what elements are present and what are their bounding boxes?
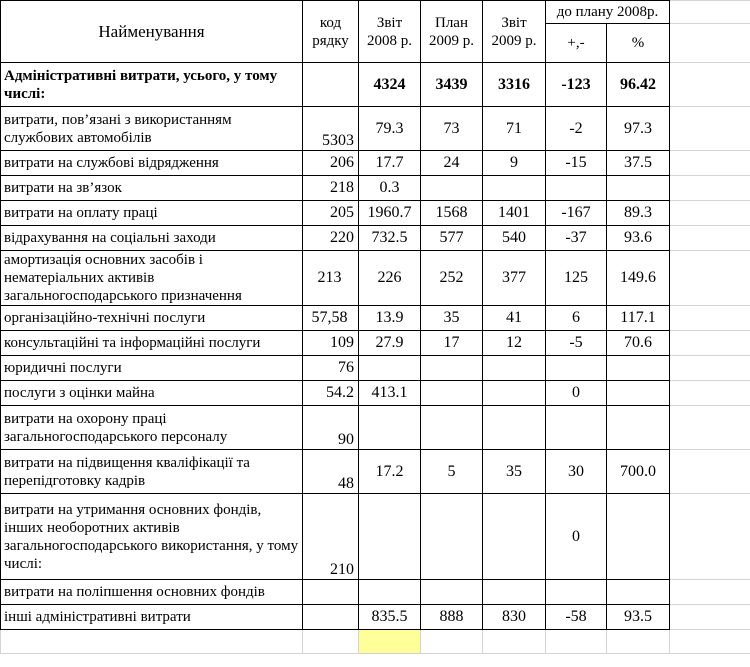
row-pct-cell[interactable]: 149.6 <box>607 251 670 306</box>
table-row <box>1 201 750 226</box>
table-row <box>1 406 750 450</box>
row-report-2008-cell[interactable]: 79.3 <box>359 107 421 151</box>
table-row <box>1 63 750 107</box>
row-diff-cell[interactable]: 6 <box>546 306 607 331</box>
row-plan-2009-cell[interactable] <box>421 381 483 406</box>
table-row <box>1 356 750 381</box>
empty-cell[interactable] <box>670 306 750 331</box>
row-report-2008-cell[interactable]: 1960.7 <box>359 201 421 226</box>
row-diff-cell[interactable]: -167 <box>546 201 607 226</box>
row-pct-cell[interactable]: 93.6 <box>607 226 670 251</box>
row-report-2008-cell[interactable]: 835.5 <box>359 605 421 630</box>
row-plan-2009-cell[interactable] <box>421 176 483 201</box>
row-name-cell[interactable]: Адміністративні витрати, усього, у тому числі: <box>1 63 303 107</box>
table-row <box>1 306 750 331</box>
table-row <box>1 450 750 494</box>
row-plan-2009-cell[interactable]: 17 <box>421 331 483 356</box>
row-diff-cell[interactable] <box>546 406 607 450</box>
row-diff-cell[interactable]: -2 <box>546 107 607 151</box>
row-code-cell[interactable]: 54.2 <box>303 381 359 406</box>
empty-cell[interactable] <box>670 630 750 654</box>
row-report-2008-cell[interactable]: 0.3 <box>359 176 421 201</box>
row-report-2009-cell[interactable]: 830 <box>483 605 546 630</box>
row-code-cell[interactable] <box>303 605 359 630</box>
row-name-cell[interactable]: амортизація основних засобів і нематеріальних активів загальногосподарського призначення <box>1 251 303 306</box>
row-report-2009-cell[interactable]: 540 <box>483 226 546 251</box>
table-row <box>1 331 750 356</box>
row-code-cell[interactable]: 218 <box>303 176 359 201</box>
empty-cell[interactable] <box>670 226 750 251</box>
row-report-2008-cell[interactable]: 413.1 <box>359 381 421 406</box>
row-report-2009-cell[interactable]: 9 <box>483 151 546 176</box>
header-report-2009[interactable]: Звіт 2009 р. <box>483 1 546 63</box>
row-pct-cell[interactable] <box>607 406 670 450</box>
row-diff-cell[interactable] <box>546 176 607 201</box>
row-pct-cell[interactable]: 93.5 <box>607 605 670 630</box>
row-pct-cell[interactable] <box>607 494 670 580</box>
row-code-cell[interactable]: 210 <box>303 494 359 580</box>
row-report-2009-cell[interactable] <box>483 381 546 406</box>
empty-cell[interactable] <box>421 630 483 654</box>
row-pct-cell[interactable] <box>607 356 670 381</box>
empty-cell[interactable] <box>670 63 750 107</box>
row-diff-cell[interactable]: 0 <box>546 381 607 406</box>
row-name-cell[interactable]: витрати на утримання основних фондів, інших необоротних активів загальногосподарського використання, у тому числі: <box>1 494 303 580</box>
row-plan-2009-cell[interactable]: 73 <box>421 107 483 151</box>
row-report-2008-cell[interactable]: 17.7 <box>359 151 421 176</box>
row-report-2009-cell[interactable] <box>483 176 546 201</box>
row-name-cell[interactable]: витрати на охорону праці загальногосподарського персоналу <box>1 406 303 450</box>
row-code-cell[interactable]: 90 <box>303 406 359 450</box>
row-code-cell[interactable] <box>303 580 359 605</box>
empty-cell[interactable] <box>670 251 750 306</box>
empty-cell[interactable] <box>1 630 303 654</box>
empty-cell[interactable] <box>670 580 750 605</box>
row-name-cell[interactable]: витрати на підвищення кваліфікації та перепідготовку кадрів <box>1 450 303 494</box>
table-row <box>1 176 750 201</box>
row-name-cell[interactable]: юридичні послуги <box>1 356 303 381</box>
empty-cell[interactable] <box>670 406 750 450</box>
empty-cell[interactable] <box>483 630 546 654</box>
table-row <box>1 226 750 251</box>
header-code[interactable]: код рядку <box>303 1 359 63</box>
row-plan-2009-cell[interactable] <box>421 406 483 450</box>
row-pct-cell[interactable]: 89.3 <box>607 201 670 226</box>
row-plan-2009-cell[interactable]: 35 <box>421 306 483 331</box>
header-plan-2009[interactable]: План 2009 р. <box>421 1 483 63</box>
row-name-cell[interactable]: витрати на службові відрядження <box>1 151 303 176</box>
row-diff-cell[interactable]: -123 <box>546 63 607 107</box>
row-report-2008-cell[interactable]: 17.2 <box>359 450 421 494</box>
table-row <box>1 630 750 654</box>
row-name-cell[interactable]: відрахування на соціальні заходи <box>1 226 303 251</box>
row-name-cell[interactable]: витрати на зв’язок <box>1 176 303 201</box>
row-report-2008-cell[interactable] <box>359 580 421 605</box>
row-code-cell[interactable]: 109 <box>303 331 359 356</box>
row-report-2009-cell[interactable] <box>483 356 546 381</box>
table-row <box>1 605 750 630</box>
row-code-cell[interactable]: 206 <box>303 151 359 176</box>
row-diff-cell[interactable] <box>546 356 607 381</box>
row-pct-cell[interactable]: 70.6 <box>607 331 670 356</box>
row-report-2009-cell[interactable]: 41 <box>483 306 546 331</box>
empty-cell[interactable] <box>670 151 750 176</box>
header-diff[interactable]: +,- <box>546 24 607 63</box>
row-name-cell[interactable]: витрати на поліпшення основних фондів <box>1 580 303 605</box>
empty-cell[interactable] <box>546 630 607 654</box>
row-report-2008-cell[interactable] <box>359 406 421 450</box>
row-plan-2009-cell[interactable]: 24 <box>421 151 483 176</box>
row-pct-cell[interactable] <box>607 580 670 605</box>
row-name-cell[interactable]: інші адміністративні витрати <box>1 605 303 630</box>
table-row <box>1 107 750 151</box>
row-diff-cell[interactable]: 30 <box>546 450 607 494</box>
empty-cell[interactable] <box>670 331 750 356</box>
row-report-2008-cell[interactable]: 226 <box>359 251 421 306</box>
row-name-cell[interactable]: витрати на оплату праці <box>1 201 303 226</box>
table-row <box>1 494 750 580</box>
row-report-2009-cell[interactable]: 35 <box>483 450 546 494</box>
empty-cell[interactable] <box>670 201 750 226</box>
empty-cell[interactable] <box>670 450 750 494</box>
row-code-cell[interactable]: 76 <box>303 356 359 381</box>
row-report-2008-cell[interactable]: 732.5 <box>359 226 421 251</box>
row-plan-2009-cell[interactable] <box>421 356 483 381</box>
row-diff-cell[interactable] <box>546 580 607 605</box>
empty-cell[interactable] <box>670 381 750 406</box>
row-report-2009-cell[interactable]: 377 <box>483 251 546 306</box>
table-row <box>1 580 750 605</box>
empty-cell[interactable] <box>670 494 750 580</box>
row-name-cell[interactable]: послуги з оцінки майна <box>1 381 303 406</box>
header-vs-plan[interactable]: до плану 2008р. <box>546 1 670 24</box>
row-report-2009-cell[interactable]: 71 <box>483 107 546 151</box>
row-pct-cell[interactable] <box>607 381 670 406</box>
selected-cell[interactable] <box>359 630 421 654</box>
row-report-2008-cell[interactable] <box>359 356 421 381</box>
header-name[interactable]: Найменування <box>1 1 303 63</box>
row-diff-cell[interactable]: -5 <box>546 331 607 356</box>
row-code-cell[interactable]: 5303 <box>303 107 359 151</box>
row-code-cell[interactable]: 220 <box>303 226 359 251</box>
row-report-2009-cell[interactable]: 12 <box>483 331 546 356</box>
empty-cell[interactable] <box>670 24 750 63</box>
row-name-cell[interactable]: витрати, пов’язані з використанням службових автомобілів <box>1 107 303 151</box>
row-diff-cell[interactable]: -15 <box>546 151 607 176</box>
row-report-2009-cell[interactable]: 3316 <box>483 63 546 107</box>
row-code-cell[interactable]: 48 <box>303 450 359 494</box>
row-pct-cell[interactable] <box>607 176 670 201</box>
row-report-2009-cell[interactable] <box>483 494 546 580</box>
row-name-cell[interactable]: консультаційні та інформаційні послуги <box>1 331 303 356</box>
row-plan-2009-cell[interactable]: 577 <box>421 226 483 251</box>
row-code-cell[interactable]: 213 <box>303 251 359 306</box>
row-pct-cell[interactable]: 37.5 <box>607 151 670 176</box>
empty-cell[interactable] <box>607 630 670 654</box>
row-report-2008-cell[interactable]: 13.9 <box>359 306 421 331</box>
row-report-2009-cell[interactable]: 1401 <box>483 201 546 226</box>
row-code-cell[interactable]: 57,58 <box>303 306 359 331</box>
row-plan-2009-cell[interactable]: 1568 <box>421 201 483 226</box>
row-plan-2009-cell[interactable]: 5 <box>421 450 483 494</box>
header-report-2008[interactable]: Звіт 2008 р. <box>359 1 421 63</box>
table-row <box>1 151 750 176</box>
row-plan-2009-cell[interactable]: 252 <box>421 251 483 306</box>
table-row <box>1 381 750 406</box>
row-code-cell[interactable]: 205 <box>303 201 359 226</box>
row-report-2009-cell[interactable] <box>483 406 546 450</box>
header-pct[interactable]: % <box>607 24 670 63</box>
empty-cell[interactable] <box>670 1 750 24</box>
table-row <box>1 251 750 306</box>
row-pct-cell[interactable]: 96.42 <box>607 63 670 107</box>
row-report-2008-cell[interactable]: 4324 <box>359 63 421 107</box>
row-plan-2009-cell[interactable] <box>421 494 483 580</box>
row-name-cell[interactable]: організаційно-технічні послуги <box>1 306 303 331</box>
row-pct-cell[interactable]: 700.0 <box>607 450 670 494</box>
row-diff-cell[interactable]: -37 <box>546 226 607 251</box>
row-report-2009-cell[interactable] <box>483 580 546 605</box>
row-pct-cell[interactable]: 97.3 <box>607 107 670 151</box>
row-diff-cell[interactable]: 125 <box>546 251 607 306</box>
row-plan-2009-cell[interactable]: 3439 <box>421 63 483 107</box>
row-diff-cell[interactable]: -58 <box>546 605 607 630</box>
row-pct-cell[interactable]: 117.1 <box>607 306 670 331</box>
empty-cell[interactable] <box>670 176 750 201</box>
empty-cell[interactable] <box>670 107 750 151</box>
row-plan-2009-cell[interactable] <box>421 580 483 605</box>
row-plan-2009-cell[interactable]: 888 <box>421 605 483 630</box>
row-report-2008-cell[interactable] <box>359 494 421 580</box>
empty-cell[interactable] <box>670 356 750 381</box>
row-diff-cell[interactable]: 0 <box>546 494 607 580</box>
row-code-cell[interactable] <box>303 63 359 107</box>
empty-cell[interactable] <box>670 605 750 630</box>
row-report-2008-cell[interactable]: 27.9 <box>359 331 421 356</box>
empty-cell[interactable] <box>303 630 359 654</box>
